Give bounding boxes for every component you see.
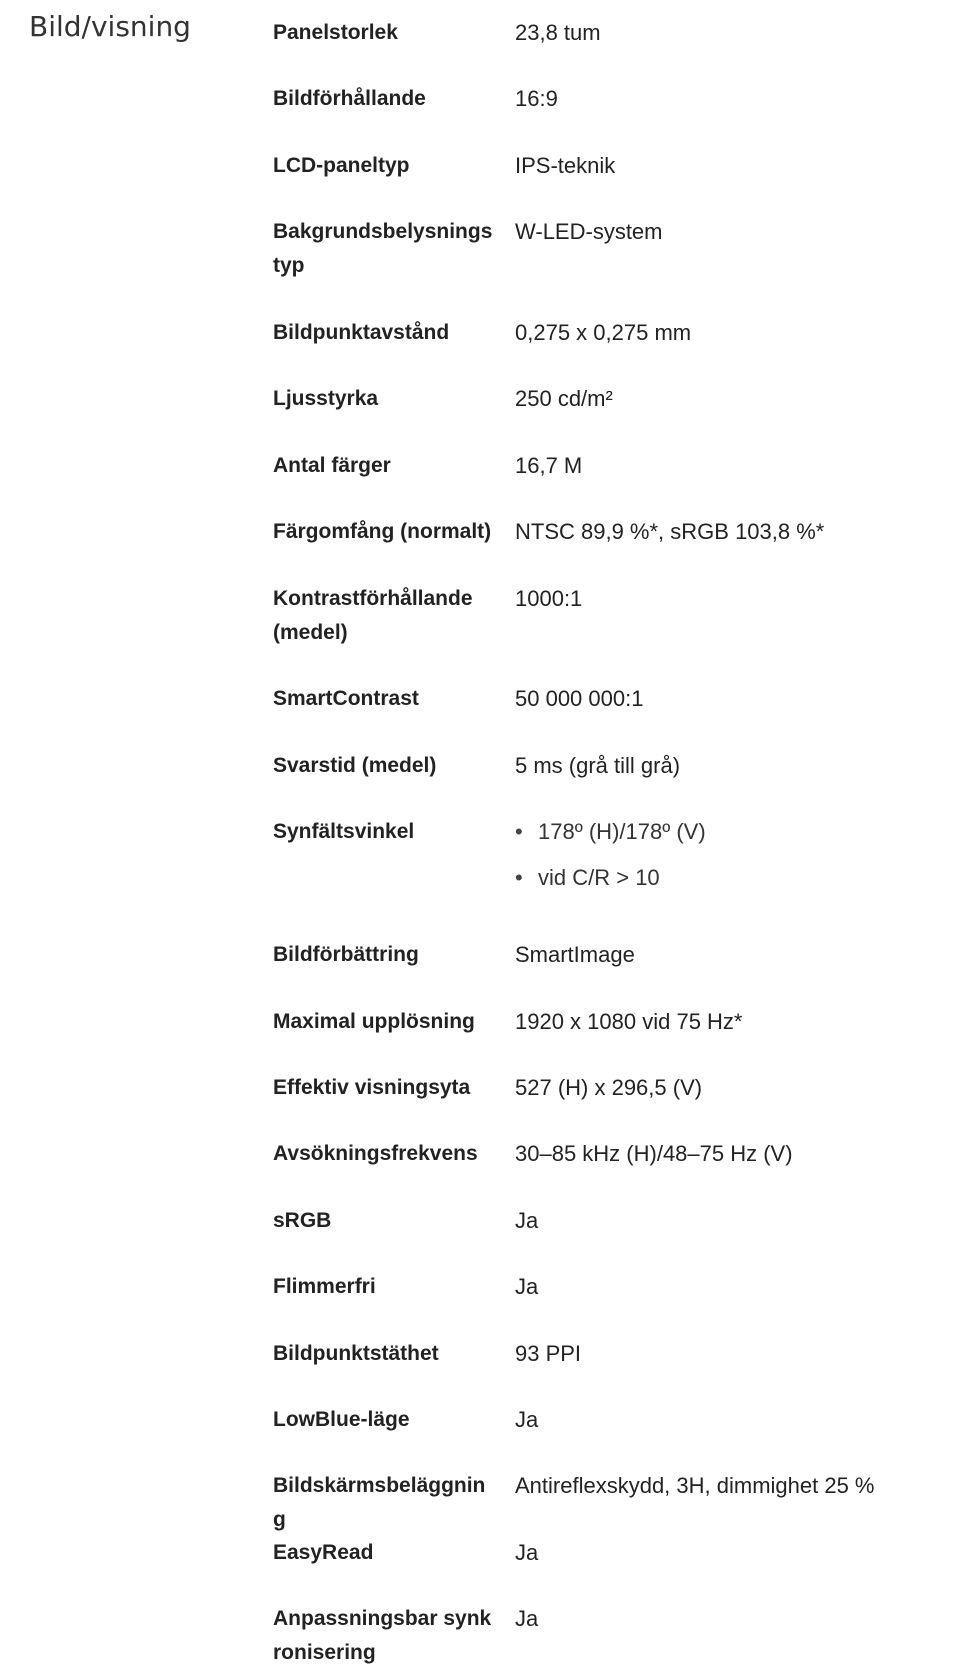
spec-value: 16:9 (515, 86, 558, 111)
spec-value (515, 815, 945, 907)
spec-value: 16,7 M (515, 453, 583, 478)
spec-value: W-LED-system (515, 219, 663, 244)
spec-value: 1000:1 (515, 586, 583, 611)
spec-label: Bildförhållande (273, 87, 426, 110)
spec-value: 527 (H) x 296,5 (V) (515, 1075, 703, 1100)
spec-value: 93 PPI (515, 1341, 582, 1366)
spec-value: 30–85 kHz (H)/48–75 Hz (V) (515, 1141, 793, 1166)
spec-label: Bildpunktstäthet (273, 1342, 439, 1365)
spec-value: 50 000 000:1 (515, 686, 644, 711)
spec-value: NTSC 89,9 %*, sRGB 103,8 %* (515, 519, 825, 544)
spec-label: Kontrastförhållande (medel) (273, 587, 473, 644)
spec-value: Ja (515, 1606, 539, 1631)
spec-label: SmartContrast (273, 687, 419, 710)
spec-value: SmartImage (515, 942, 635, 967)
spec-label: Avsökningsfrekvens (273, 1142, 478, 1165)
spec-label: Flimmerfri (273, 1275, 376, 1298)
spec-value: Ja (515, 1407, 539, 1432)
spec-value: 5 ms (grå till grå) (515, 753, 681, 778)
spec-label: Ljusstyrka (273, 387, 379, 410)
spec-label: Maximal upplösning (273, 1010, 475, 1033)
spec-label: Bakgrundsbelysningstyp (273, 220, 493, 277)
spec-value: 1920 x 1080 vid 75 Hz* (515, 1009, 743, 1034)
spec-label: Svarstid (medel) (273, 754, 437, 777)
spec-value: 250 cd/m² (515, 386, 613, 411)
spec-label: Anpassningsbar synkronisering (273, 1607, 492, 1664)
spec-label: Effektiv visningsyta (273, 1076, 471, 1099)
spec-value: Ja (515, 1274, 539, 1299)
spec-value: Ja (515, 1540, 539, 1565)
spec-label: EasyRead (273, 1541, 374, 1564)
spec-label: LCD-paneltyp (273, 154, 410, 177)
bullet-item: • vid C/R > 10 (515, 861, 945, 895)
spec-label: Panelstorlek (273, 21, 398, 44)
spec-label: LowBlue-läge (273, 1408, 410, 1431)
bullet-item: • 178º (H)/178º (V) (515, 815, 945, 849)
spec-label: sRGB (273, 1209, 332, 1232)
spec-label: Synfältsvinkel (273, 820, 415, 843)
spec-label: Antal färger (273, 454, 391, 477)
spec-label: Bildpunktavstånd (273, 321, 450, 344)
spec-value: IPS-teknik (515, 153, 616, 178)
spec-label: Färgomfång (normalt) (273, 520, 492, 543)
spec-value: 0,275 x 0,275 mm (515, 320, 692, 345)
bullet-list (515, 815, 945, 895)
section-title: Bild/visning (29, 10, 191, 43)
spec-label: Bildförbättring (273, 943, 419, 966)
spec-value: Ja (515, 1208, 539, 1233)
spec-value: 23,8 tum (515, 20, 601, 45)
spec-label: Bildskärmsbeläggning (273, 1474, 486, 1531)
spec-value: Antireflexskydd, 3H, dimmighet 25 % (515, 1473, 875, 1498)
